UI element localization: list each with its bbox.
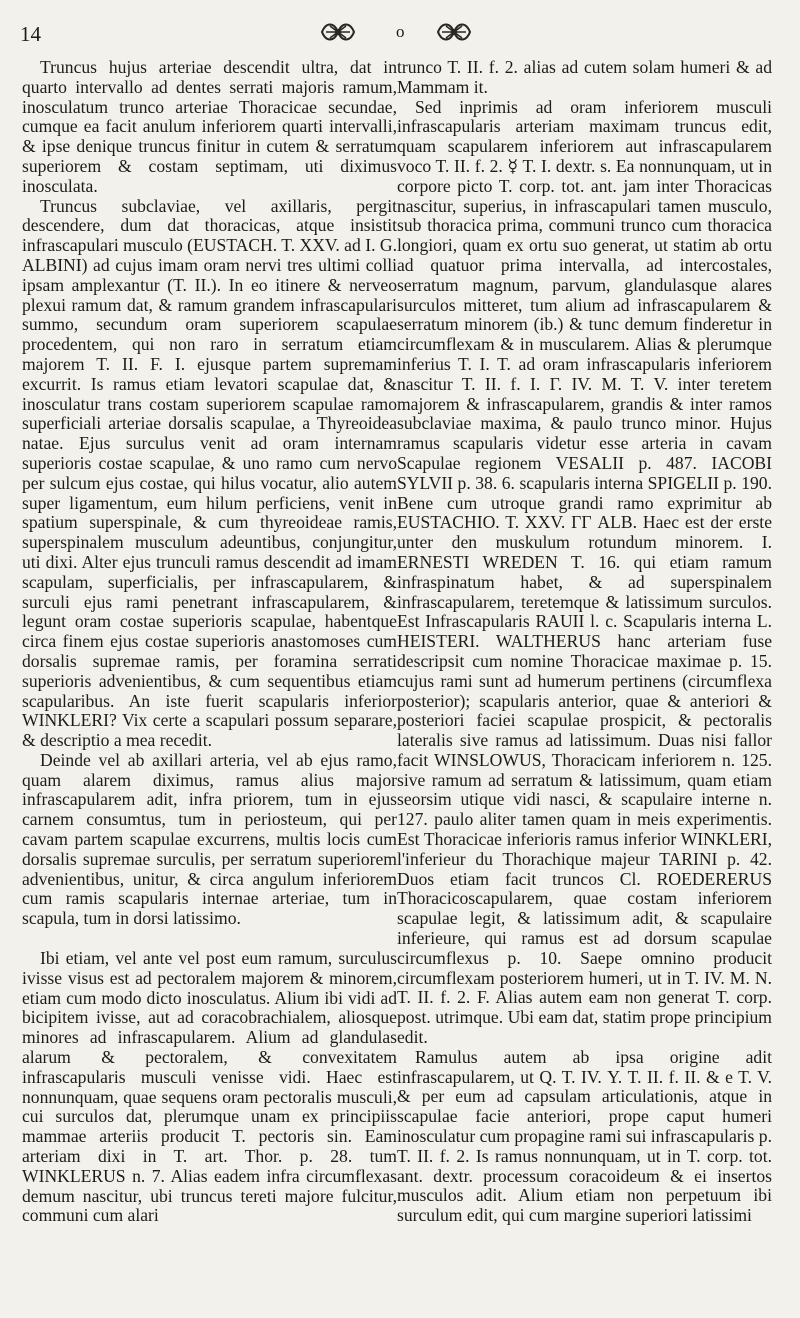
fleuron-ornament-left-icon (318, 20, 358, 44)
page-number: 14 (20, 22, 41, 46)
paragraph: Ramulus autem ab ipsa origine adit infrascapularem, ut Q. T. IV. Υ. T. II. f. II. & e T. V. & per eum ad capsulam articulationis, atque in scapulae facie anteriori, prope caput humeri inosculatur cum propagine rami sui infrascapularis p. T. II. f. 2. Is ramus nonnunquam, ut in T. corp. tot. ant. dextr. processum coracoideum & ei insertos musculos adit. Alium etiam non perpetuum ibi surculum edit, qui cum margine superiori latissimi (397, 1046, 772, 1226)
paragraph: Truncus subclaviae, vel axillaris, pergit descendere, dum dat thoracicas, atque insistit infrascapulari musculo (EUSTACH. T. XXV. ad I. G. ALBINI) ad cujus imam oram nervi tres ultimi colli ipsam amplexantur (T. II.). In eo itinere & nerveo plexui ramum dat, & ramum grandem infrascapulari summo, secundum oram superiorem scapulae procedentem, qui non raro in serratum etiam majorem T. II. F. I. ejusque partem supremam excurrit. Is ramus etiam levatori scapulae dat, & inosculatur trans costam superiorem scapulae ramo superficiali arteriae dorsalis scapulae, a Thyreoidea natae. Ejus surculus venit ad oram internam superioris costae scapulae, & uno ramo cum nervo per sulcum ejus costae, qui hilus vocatur, alio autem super ligamentum, eum hilum perficiens, venit in spatium superspinale, & cum thyreoideae ramis, superspinalem musculum adeuntibus, conjungitur, uti dixi. Alter ejus trunculi ramus descendit ad imam scapulam, superficialis, per infrascapularem, & surculi ejus rami penetrant infrascapularem, & legunt oram costae superioris scapulae, habentque circa finem ejus costae superioris anastomoses cum dorsalis supremae ramis, per foramina serrati superioris advenientibus, & cum sequentibus etiam scapularibus. An iste fuerit scapularis inferior WINKLERI? Vix certe a scapulari possum separare, & descriptio a mea recedit. (22, 195, 397, 751)
paragraph: Ibi etiam, vel ante vel post eum ramum, surculus ivisse visus est ad pectoralem majorem & minorem, etiam cum modo dicto inosculatus. Alium ibi vidi ad bicipitem ivisse, aut ad coracobrachialem, aliosque minores ad infrascapularem. Alium ad glandulas alarum & pectoralem, & convexitatem infrascapularis musculi venisse vidi. Haec est nonnunquam, quae sequens oram pectoralis musculi, cui surculos dat, plerumque unam ex principiis mammae arteriis producit T. pectoris sin. Eam arteriam dixi in T. art. Thor. p. 28. tum WINKLERUS n. 7. Alias eadem infra circumflexas demum nascitur, ubi truncus tereti majore fulcitur, communi cum alari (22, 948, 397, 1226)
paragraph: Truncus hujus arteriae descendit ultra, dat in quarto intervallo ad dentes serrati majoris ramum, inosculatum trunco arteriae Thoracicae secundae, cumque ea facit anulum inferiorem quarti intervalli, & ipse denique truncus finitur in cutem & serratum superiorem & costam septimam, uti diximus inosculata. (22, 57, 397, 196)
paragraph: trunco T. II. f. 2. alias ad cutem solam humeri & ad Mammam it. (397, 57, 772, 97)
right-text-column (397, 58, 772, 1226)
center-mark: o (396, 22, 405, 41)
page-header (0, 0, 800, 50)
paragraph-gap (22, 929, 397, 949)
left-text-column (22, 58, 397, 1226)
paragraph: Sed inprimis ad oram inferiorem musculi infrascapularis arteriam maximam truncus edit, quam scapularem inferiorem aut infrascapularem voco T. II. f. 2. ☿ T. I. dextr. s. Ea nonnunquam, ut in corpore picto T. corp. tot. ant. jam inter Thoracicas nascitur, superius, in infrascapulari tamen musculo, sub thoracica prima, communi trunco cum thoracica longiori, quam ex ortu suo generat, ut statim ab ortu ad quatuor prima intervalla, ad intercostales, serratum magnum, parvum, glandulasque alares surculos mitteret, tum alium ad infrascapularem & serratum minorem (ib.) & tunc demum finderetur in circumflexam & in muscularem. Alias & plerumque inferius T. I. T. ad oram infrascapularis inferiorem nascitur T. II. f. I. Γ. IV. M. T. V. inter teretem majorem & infrascapularem, grandis & inter ramos subclaviae maxima, & paulo trunco minor. Hujus ramus scapularis videtur esse arteria in cavam Scapulae regionem VESALII p. 487. IACOBI SYLVII p. 38. 6. scapularis interna SPIGELII p. 190. Bene cum utroque grandi ramo exprimitur ab EUSTACHIO. T. XXV. ΓΓ ALB. Haec est der erste unter den muskulum rotundum minorem. I. ERNESTI WREDEN T. 16. qui etiam ramum infraspinatum habet, & ad superspinalem infrascapularem, teretemque & latissimum surculos. Est Infrascapularis RAUII l. c. Scapularis interna L. HEISTERI. WALTHERUS hanc arteriam fuse descripsit cum nomine Thoracicae maximae p. 15. cujus rami sunt ad humerum pertinens (circumflexa posterior); scapularis anterior, quae & anteriori & posteriori faciei scapulae prospicit, & pectoralis lateralis sive ramus ad latissimum. Duas nisi fallor facit WINSLOWUS, Thoracicam inferiorem n. 125. sive ramum ad serratum & latissimum, quam etiam seorsim utique vidi nasci, & scapulaire interne n. 127. paulo aliter tamen quam in meis experimentis. Est Thoracicae inferioris ramus inferior WINKLERI, l'inferieur du Thorachique majeur TARINI p. 42. Duos etiam facit truncos Cl. ROEDERERUS Thoracicoscapularem, quae costam inferiorem scapulae legit, & latissimum adit, & scapulaire inferieure, qui ramus est ad dorsum scapulae circumflexus p. 10. Saepe omnino producit circumflexam posteriorem humeri, ut in T. IV. M. N. T. II. f. 2. F. Alias autem eam non generat T. corp. post. utrimque. Ubi eam dat, statim prope principium edit. (397, 96, 772, 1048)
paragraph: Deinde vel ab axillari arteria, vel ab ejus ramo, quam alarem diximus, ramus alius major infrascapularem adit, infra priorem, tum in ejus carnem consumtus, tum in periosteum, qui per cavam partem scapulae excurrens, multis locis cum dorsalis supremae surculis, per serratum superiorem advenientibus, unitur, & circa angulum inferiorem cum ramis scapularis internae arteriae, tum in scapula, tum in dorsi latissimo. (22, 749, 397, 929)
fleuron-ornament-right-icon (434, 20, 474, 44)
